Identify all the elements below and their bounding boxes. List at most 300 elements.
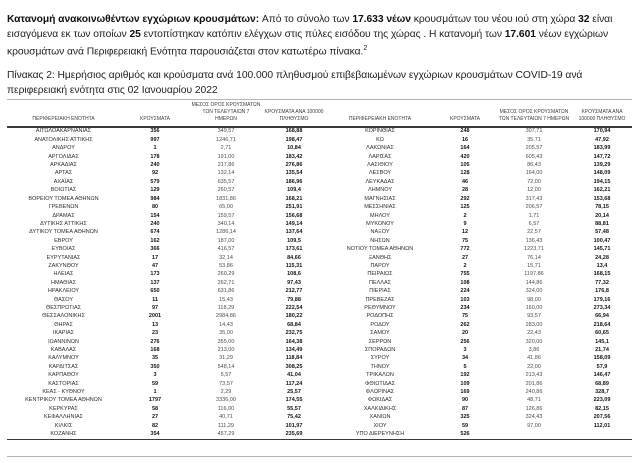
region-name-cell: ΠΕΙΡΑΙΩΣ [367, 271, 393, 278]
region-name-cell: ΧΑΝΙΩΝ [369, 414, 391, 421]
avg-7day-cell: 1223,71 [524, 246, 544, 253]
per-100k-cell: 146,47 [593, 372, 611, 379]
cases-cell: 105 [460, 162, 470, 169]
avg-7day-cell: 35,00 [219, 330, 233, 337]
cases-cell: 997 [150, 136, 160, 143]
region-name-cell: ΜΑΓΝΗΣΙΑΣ [364, 195, 396, 202]
avg-7day-cell: 416,57 [217, 246, 235, 253]
per-100k-cell: 232,75 [285, 330, 303, 337]
region-name-cell: ΛΑΣΙΘΙΟΥ [367, 162, 393, 169]
region-name-cell: ΤΗΝΟΥ [370, 363, 390, 370]
per-100k-cell: 212,77 [285, 288, 303, 295]
avg-7day-cell: 35,71 [527, 136, 541, 143]
per-100k-cell: 222,54 [285, 304, 303, 311]
per-100k-cell: 57,9 [596, 363, 608, 370]
region-name-cell: ΜΗΛΟΥ [370, 212, 390, 219]
table-row [7, 170, 632, 178]
per-100k-cell: 21,74 [595, 347, 609, 354]
region-name-cell: ΘΕΣΣΑΛΟΝΙΚΗΣ [42, 313, 85, 320]
table-row [7, 279, 632, 287]
table-row [7, 422, 632, 430]
avg-7day-cell: 132,14 [217, 170, 235, 177]
cases-cell: 12 [461, 229, 469, 236]
avg-7day-cell: 187,00 [217, 237, 235, 244]
cases-cell: 128 [460, 170, 470, 177]
cases-by-regional-unit-table [7, 102, 632, 440]
cases-cell: 13 [151, 321, 159, 328]
cases-cell: 28 [461, 187, 469, 194]
cases-cell: 47 [151, 262, 159, 269]
table-row [7, 288, 632, 296]
region-name-cell: ΚΕΡΚΥΡΑΣ [49, 405, 78, 412]
per-100k-cell: 308,25 [285, 363, 303, 370]
region-name-cell: ΗΜΑΘΙΑΣ [51, 279, 76, 286]
per-100k-cell: 47,92 [595, 136, 609, 143]
cases-cell: 262 [460, 321, 470, 328]
cases-cell: 168 [150, 347, 160, 354]
per-100k-cell: 79,88 [287, 296, 301, 303]
avg-7day-cell: 15,71 [527, 262, 541, 269]
per-100k-cell: 149,14 [285, 220, 303, 227]
avg-7day-cell: 12,00 [527, 187, 541, 194]
per-100k-cell: 135,54 [285, 170, 303, 177]
cases-cell: 92 [151, 170, 159, 177]
avg-7day-cell: 159,57 [217, 212, 235, 219]
cases-cell: 178 [150, 153, 160, 160]
per-100k-cell: 101,97 [285, 422, 303, 429]
avg-7day-cell: 31,29 [219, 355, 233, 362]
region-name-cell: ΚΑΒΑΛΑΣ [50, 347, 77, 354]
avg-7day-cell: 93,57 [527, 313, 541, 320]
table-row [7, 321, 632, 329]
table-row [7, 372, 632, 380]
table-row [7, 220, 632, 228]
per-100k-cell: 168,21 [285, 195, 303, 202]
cases-cell: 234 [460, 304, 470, 311]
intro-segment: 25 [129, 28, 141, 40]
cases-cell: 75 [461, 237, 469, 244]
cases-cell: 240 [150, 162, 160, 169]
per-100k-cell: 145,1 [595, 338, 609, 345]
cases-cell: 5 [463, 363, 467, 370]
region-name-cell: ΞΑΝΘΗΣ [368, 254, 392, 261]
region-name-cell: ΚΙΛΚΙΣ [54, 422, 73, 429]
region-name-cell: ΑΝΔΡΟΥ [52, 145, 75, 152]
cases-cell: 3 [463, 347, 467, 354]
per-100k-cell: 41,04 [287, 372, 301, 379]
cases-cell: 9 [463, 220, 467, 227]
top-divider-line [7, 99, 632, 100]
per-100k-cell: 84,66 [287, 254, 301, 261]
per-100k-cell: 109,5 [287, 237, 301, 244]
intro-segment: κρουσμάτων του νέου ιού στη χώρα [410, 14, 579, 26]
per-100k-cell: 273,34 [593, 304, 611, 311]
table-row [7, 145, 632, 153]
avg-7day-cell: 65,00 [219, 204, 233, 211]
cases-cell: 35 [151, 355, 159, 362]
per-100k-cell: 139,29 [593, 162, 611, 169]
avg-7day-cell: 320,00 [525, 338, 543, 345]
cases-cell: 11 [152, 296, 158, 303]
per-100k-cell: 97,43 [287, 279, 301, 286]
cases-cell: 256 [460, 338, 470, 345]
region-name-cell: ΘΗΡΑΣ [54, 321, 73, 328]
region-name-cell: ΚΕΦΑΛΛΗΝΙΑΣ [43, 414, 84, 421]
per-100k-cell: 173,61 [285, 246, 303, 253]
per-100k-cell: 156,68 [285, 212, 303, 219]
avg-7day-cell: 32,14 [219, 254, 233, 261]
header-7day-average-left: ΜΕΣΟΣ ΟΡΟΣ ΚΡΟΥΣΜΑΤΩΝ ΤΩΝ ΤΕΛΕΥΤΑΙΩΝ 7 ΗΜΕΡΩΝ [190, 102, 262, 127]
avg-7day-cell: 48,71 [527, 397, 541, 404]
region-name-cell: ΛΑΚΩΝΙΑΣ [366, 145, 394, 152]
avg-7day-cell: 340,14 [217, 220, 235, 227]
avg-7day-cell: 2984,86 [216, 313, 236, 320]
table-row [7, 229, 632, 237]
table-row [7, 254, 632, 262]
cases-cell: 224 [460, 288, 470, 295]
cases-cell: 579 [150, 178, 160, 185]
cases-cell: 87 [461, 405, 469, 412]
cases-cell: 276 [150, 338, 160, 345]
cases-cell: 325 [460, 414, 470, 421]
region-name-cell: ΥΠΟ ΔΙΕΡΕΥΝΗΣΗ [355, 431, 405, 438]
avg-7day-cell: 5,57 [220, 372, 232, 379]
cases-cell: 23 [151, 330, 159, 337]
per-100k-cell: 60,65 [595, 330, 609, 337]
cases-cell: 16 [461, 136, 469, 143]
avg-7day-cell: 317,43 [525, 195, 543, 202]
footnote-marker: 2 [363, 44, 368, 52]
region-name-cell: ΘΕΣΠΡΩΤΙΑΣ [45, 304, 82, 311]
intro-segment: Κατανομή ανακοινωθέντων εγχώριων κρουσμάτων: [7, 14, 262, 26]
cases-cell: 75 [461, 313, 469, 320]
avg-7day-cell: 262,71 [217, 279, 235, 286]
per-100k-cell: 112,01 [593, 422, 611, 429]
avg-7day-cell: 97,00 [527, 422, 541, 429]
intro-text [7, 14, 612, 57]
per-100k-cell: 147,72 [593, 153, 611, 160]
per-100k-cell: 57,48 [595, 229, 609, 236]
table-row [7, 246, 632, 254]
per-100k-cell: 180,22 [285, 313, 303, 320]
table-row [7, 204, 632, 212]
table-row [7, 271, 632, 279]
cases-cell: 108 [460, 279, 470, 286]
cases-cell: 192 [460, 372, 470, 379]
avg-7day-cell: 217,86 [217, 162, 235, 169]
per-100k-cell: 78,15 [595, 204, 609, 211]
cases-cell: 103 [460, 296, 470, 303]
per-100k-cell: 276,86 [285, 162, 303, 169]
intro-segment: 17.633 νέων [352, 14, 411, 26]
region-name-cell: ΙΩΑΝΝΙΝΩΝ [48, 338, 79, 345]
region-name-cell: ΚΑΛΥΜΝΟΥ [48, 355, 79, 362]
avg-7day-cell: 116,00 [217, 405, 235, 412]
table-row [7, 127, 632, 136]
region-name-cell: ΛΕΥΚΑΔΑΣ [365, 178, 395, 185]
per-100k-cell: 109,4 [287, 187, 301, 194]
table-row [7, 414, 632, 422]
region-name-cell: ΣΠΟΡΑΔΩΝ [364, 347, 396, 354]
table-caption: Πίνακας 2: Ημερήσιος αριθμός και κρούσματα ανά 100.000 πληθυσμού επιβεβαιωμένων εγχώριων κρουσμάτων COVID-19 ανά περιφερειακή ενότητα στις 02 Ιανουαρίου 2022 [7, 70, 583, 96]
per-100k-cell: 207,56 [593, 414, 611, 421]
avg-7day-cell: 164,00 [525, 170, 543, 177]
per-100k-cell: 218,64 [593, 321, 611, 328]
cases-cell: 292 [460, 195, 470, 202]
per-100k-cell: 153,68 [593, 195, 611, 202]
avg-7day-cell: 144,86 [525, 279, 543, 286]
region-name-cell: ΠΙΕΡΙΑΣ [369, 288, 391, 295]
avg-7day-cell: 40,71 [219, 414, 233, 421]
region-name-cell: ΚΑΡΠΑΘΟΥ [48, 372, 79, 379]
avg-7day-cell: 1,71 [528, 212, 540, 219]
cases-cell: 248 [460, 128, 470, 135]
table-row [7, 389, 632, 397]
table-body [7, 127, 632, 440]
region-name-cell: ΠΕΛΛΑΣ [368, 279, 392, 286]
avg-7day-cell: 206,57 [525, 204, 543, 211]
avg-7day-cell: 324,00 [525, 288, 543, 295]
region-name-cell: ΑΝΑΤΟΛΙΚΗΣ ΑΤΤΙΚΗΣ [34, 136, 93, 143]
region-name-cell: ΕΥΡΥΤΑΝΙΑΣ [46, 254, 81, 261]
avg-7day-cell: 457,29 [217, 431, 235, 438]
region-name-cell: ΚΑΣΤΟΡΙΑΣ [48, 380, 79, 387]
header-per-100k-left: ΚΡΟΥΣΜΑΤΑ ΑΝΑ 100000 ΠΛΗΘΥΣΜΟ [262, 102, 326, 127]
cases-cell: 420 [460, 153, 470, 160]
avg-7day-cell: 73,57 [219, 380, 233, 387]
per-100k-cell: 25,57 [287, 389, 301, 396]
cases-cell: 164 [460, 145, 470, 152]
header-7day-average-right: ΜΕΣΟΣ ΟΡΟΣ ΚΡΟΥΣΜΑΤΩΝ ΤΩΝ ΤΕΛΕΥΤΑΙΩΝ 7 ΗΜΕΡΩΝ [496, 102, 572, 127]
region-name-cell: ΛΑΡΙΣΑΣ [368, 153, 392, 160]
per-100k-cell: 148,09 [593, 170, 611, 177]
region-name-cell: ΑΧΑΪΑΣ [53, 178, 74, 185]
region-name-cell: ΗΛΕΙΑΣ [53, 271, 74, 278]
avg-7day-cell: 205,57 [525, 145, 543, 152]
cases-cell: 356 [150, 128, 160, 135]
table-row [7, 178, 632, 186]
per-100k-cell: 20,14 [595, 212, 609, 219]
region-name-cell: ΤΡΙΚΑΛΩΝ [366, 372, 394, 379]
cases-cell: 984 [150, 195, 160, 202]
cases-cell: 17 [151, 254, 159, 261]
region-name-cell: ΧΑΛΚΙΔΙΚΗΣ [363, 405, 397, 412]
cases-cell: 58 [151, 405, 159, 412]
per-100k-cell: 75,42 [287, 414, 301, 421]
per-100k-cell: 176,8 [595, 288, 609, 295]
avg-7day-cell: 240,86 [525, 389, 543, 396]
per-100k-cell: 164,38 [285, 338, 303, 345]
table-row [7, 347, 632, 355]
region-name-cell: ΛΕΣΒΟΥ [368, 170, 392, 177]
per-100k-cell: 158,09 [593, 355, 611, 362]
region-name-cell: ΣΥΡΟΥ [370, 355, 390, 362]
cases-cell: 20 [461, 330, 469, 337]
region-name-cell: ΡΕΘΥΜΝΟΥ [364, 304, 396, 311]
avg-7day-cell: 41,86 [527, 355, 541, 362]
bottom-divider-line [7, 456, 632, 457]
avg-7day-cell [496, 431, 572, 440]
per-100k-cell: 235,69 [285, 431, 303, 438]
region-name-cell: ΝΟΤΙΟΥ ΤΟΜΕΑ ΑΘΗΝΩΝ [346, 246, 414, 253]
avg-7day-cell: 76,14 [527, 254, 541, 261]
region-name-cell: ΚΕΝΤΡΙΚΟΥ ΤΟΜΕΑ ΑΘΗΝΩΝ [25, 397, 102, 404]
per-100k-cell: 100,47 [593, 237, 611, 244]
avg-7day-cell: 1286,14 [216, 229, 236, 236]
per-100k-cell: 251,91 [285, 204, 303, 211]
region-name-cell: ΠΑΡΟΥ [370, 262, 390, 269]
table-row [7, 363, 632, 371]
per-100k-cell: 77,32 [595, 279, 609, 286]
cases-cell: 162 [150, 237, 160, 244]
header-regional-unit-right: ΠΕΡΙΦΕΡΕΙΑΚΗ ΕΝΟΤΗΤΑ [326, 102, 434, 127]
region-name-cell: ΔΥΤΙΚΗΣ ΑΤΤΙΚΗΣ [40, 220, 87, 227]
cases-cell: 650 [150, 288, 160, 295]
cases-cell: 27 [461, 254, 469, 261]
region-name-cell: ΚΩ [376, 136, 384, 143]
cases-cell: 59 [151, 380, 159, 387]
cases-cell: 46 [461, 178, 469, 185]
avg-7day-cell: 349,57 [217, 128, 235, 135]
intro-segment: νέων εγχώριων κρουσμάτων ανά Περιφερειακή Ενότητα παρουσιάζεται στον κατωτέρω πίνακα. [7, 28, 609, 58]
per-100k-cell: 134,49 [285, 347, 303, 354]
avg-7day-cell: 22,43 [527, 330, 541, 337]
per-100k-cell: 179,16 [593, 296, 611, 303]
region-name-cell: ΝΗΣΩΝ [370, 237, 390, 244]
cases-cell: 2001 [148, 313, 162, 320]
avg-7day-cell: 14,43 [219, 321, 233, 328]
table-row [7, 212, 632, 220]
per-100k-cell: 194,15 [593, 178, 611, 185]
region-name-cell: ΑΙΤΩΛΟΑΚΑΡΝΑΝΙΑΣ [35, 128, 92, 135]
per-100k-cell: 117,24 [285, 380, 303, 387]
per-100k-cell: 10,84 [287, 145, 301, 152]
per-100k-cell: 174,55 [285, 397, 303, 404]
avg-7day-cell: 283,00 [525, 321, 543, 328]
region-name-cell: ΗΡΑΚΛΕΙΟΥ [47, 288, 80, 295]
avg-7day-cell: 307,71 [525, 128, 543, 135]
per-100k-cell: 55,57 [287, 405, 301, 412]
per-100k-cell: 82,15 [595, 405, 609, 412]
region-name-cell: ΦΘΙΩΤΙΔΑΣ [365, 380, 395, 387]
region-name-cell: ΖΑΚΥΝΘΟΥ [48, 262, 79, 269]
avg-7day-cell: 2,71 [220, 145, 232, 152]
cases-cell: 240 [150, 220, 160, 227]
region-name-cell: ΕΥΒΟΙΑΣ [51, 246, 76, 253]
per-100k-cell: 115,31 [285, 262, 303, 269]
region-name-cell: ΚΕΑΣ - ΚΥΘΝΟΥ [42, 389, 85, 396]
table-row [7, 313, 632, 321]
per-100k-cell [572, 431, 632, 440]
table-header [7, 102, 632, 127]
per-100k-cell: 108,6 [287, 271, 301, 278]
region-name-cell: ΚΑΡΔΙΤΣΑΣ [48, 363, 79, 370]
avg-7day-cell: 191,00 [217, 153, 235, 160]
per-100k-cell: 24,28 [595, 254, 609, 261]
header-row [7, 102, 632, 127]
per-100k-cell: 186,96 [285, 178, 303, 185]
cases-cell: 173 [150, 271, 160, 278]
region-name-cell: ΦΛΩΡΙΝΑΣ [365, 389, 395, 396]
avg-7day-cell: 324,43 [525, 414, 543, 421]
per-100k-cell: 198,47 [285, 136, 303, 143]
per-100k-cell: 68,89 [595, 380, 609, 387]
region-name-cell: ΣΕΡΡΩΝ [368, 338, 392, 345]
per-100k-cell: 88,81 [595, 220, 609, 227]
avg-7day-cell: 213,43 [525, 372, 543, 379]
table-row [7, 136, 632, 144]
region-name-cell: ΜΕΣΣΗΝΙΑΣ [364, 204, 396, 211]
per-100k-cell: 170,94 [593, 128, 611, 135]
table-row [7, 263, 632, 271]
avg-7day-cell: 86,43 [527, 162, 541, 169]
region-name-cell: ΡΟΔΟΥ [370, 321, 390, 328]
region-name-cell: ΛΗΜΝΟΥ [368, 187, 392, 194]
table-row [7, 405, 632, 413]
per-100k-cell: 137,64 [285, 229, 303, 236]
avg-7day-cell: 160,00 [525, 304, 543, 311]
cases-cell: 772 [460, 246, 470, 253]
table-row [7, 187, 632, 195]
region-name-cell: ΘΑΣΟΥ [53, 296, 74, 303]
intro-segment: 32 [578, 14, 590, 26]
per-100k-cell: 118,84 [285, 355, 303, 362]
avg-7day-cell: 3336,00 [216, 397, 236, 404]
cases-cell: 169 [460, 389, 470, 396]
avg-7day-cell: 126,86 [525, 405, 543, 412]
region-name-cell: ΡΟΔΟΠΗΣ [366, 313, 394, 320]
avg-7day-cell: 1831,86 [216, 195, 236, 202]
header-cases-left: ΚΡΟΥΣΜΑΤΑ [120, 102, 190, 127]
table-row [7, 330, 632, 338]
region-name-cell: ΔΥΤΙΚΟΥ ΤΟΜΕΑ ΑΘΗΝΩΝ [29, 229, 98, 236]
avg-7day-cell: 631,86 [217, 288, 235, 295]
per-100k-cell: 168,88 [285, 128, 303, 135]
cases-cell: 97 [151, 304, 159, 311]
cases-cell: 27 [151, 414, 159, 421]
cases-cell: 125 [460, 204, 470, 211]
per-100k-cell: 168,15 [593, 271, 611, 278]
avg-7day-cell: 22,57 [527, 229, 541, 236]
cases-cell: 366 [150, 246, 160, 253]
intro-segment: εντοπίστηκαν κατόπιν ελέγχων στις πύλες εισόδου της χώρας . Η κατανομή των [140, 28, 505, 40]
cases-cell: 755 [460, 271, 470, 278]
avg-7day-cell: 635,57 [217, 178, 235, 185]
header-per-100k-right: ΚΡΟΥΣΜΑΤΑ ΑΝΑ 100000 ΠΛΗΘΥΣΜΟ [572, 102, 632, 127]
avg-7day-cell: 548,14 [217, 363, 235, 370]
avg-7day-cell: 6,57 [528, 220, 540, 227]
cases-cell: 350 [150, 363, 160, 370]
region-name-cell: ΚΟΡΙΝΘΙΑΣ [365, 128, 395, 135]
cases-cell: 90 [461, 397, 469, 404]
avg-7day-cell: 22,00 [527, 363, 541, 370]
cases-cell: 154 [150, 212, 160, 219]
cases-cell: 3 [153, 372, 157, 379]
avg-7day-cell: 355,00 [217, 338, 235, 345]
per-100k-cell: 328,7 [595, 389, 609, 396]
cases-cell: 674 [150, 229, 160, 236]
table-row [7, 237, 632, 245]
cases-cell: 109 [460, 380, 470, 387]
region-name-cell: ΑΡΤΑΣ [54, 170, 73, 177]
table-row [7, 153, 632, 161]
table-row [7, 195, 632, 203]
per-100k-cell: 66,94 [595, 313, 609, 320]
avg-7day-cell: 3,86 [528, 347, 540, 354]
header-cases-right: ΚΡΟΥΣΜΑΤΑ [434, 102, 496, 127]
header-regional-unit-left: ΠΕΡΙΦΕΡΕΙΑΚΗ ΕΝΟΤΗΤΑ [7, 102, 120, 127]
per-100k-cell: 145,71 [593, 246, 611, 253]
